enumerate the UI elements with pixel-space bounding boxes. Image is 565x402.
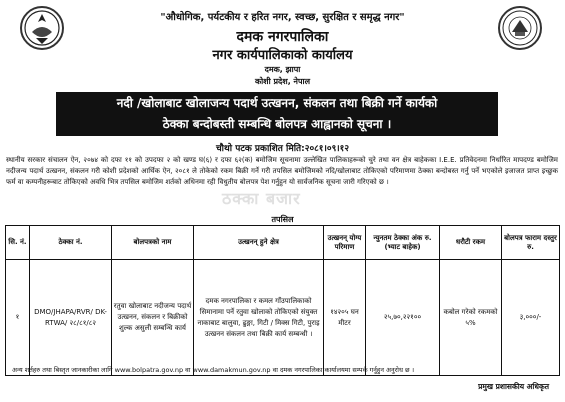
publish-date: चौथो पटक प्रकाशित मिति:२०८१।०९।१२ xyxy=(215,144,350,154)
address-line-1: दमक, झापा xyxy=(264,65,301,74)
header-sn: सि. नं. xyxy=(6,226,30,260)
header-deposit: धरौटी रकम xyxy=(440,226,502,260)
cell-bid-name: रतुवा खोलाबाट नदीजन्य पदार्थ उत्खनन, संकलन र बिक्रीको शुल्क असुली सम्बन्धि कार्य xyxy=(112,260,194,376)
cell-contract-no: DMO/JHAPA/RVR/ DK-RTWA/ २८/८१/८२ xyxy=(30,260,112,376)
cell-min-amount: २५,७०,२२१०० xyxy=(366,260,440,376)
header-fee: बोलपत्र फाराम दस्तुर रु. xyxy=(502,226,560,260)
office-name: नगर कार्यपालिकाको कार्यालय xyxy=(212,48,353,63)
header-quantity: उत्खनन् योग्य परिमाण xyxy=(324,226,366,260)
header-contract-no: ठेक्का नं. xyxy=(30,226,112,260)
notice-body: स्थानीय सरकार संचालन ऐन, २०७४ को दफा ११ को उपदफा २ को खण्ड घ(६) र दफा ६२(क) बमोजिम सूचनामा उल्लेखित पालिकाहरूको चुरे तथा वन क्षेत्र बाहेकका I.E.E. प्रतिवेदनमा निर्धारित मापदण्ड बमोजिम नदीजन्य पदार्थ उत्खनन, संकलन गरी कोशी प्रदेशको आर्थिक ऐन, २०८१ ले तोकेको रकम बिक्री गर्ने गरी तपसिल बमोजिमको नदि/खोलाबाट तोकिएको परिमाणमा ठेक्का बन्दोबस्त गर्नु पर्ने भएकोले इजाजत प्राप्त इच्छुक फर्म वा कम्पनीहरूबाट तोकिएको अवधि भित्र तपसिल बमोजिम शर्तको अधिनमा रही विधुतीय बोलपत्र पेश गर्नुहुन यो सार्वजनिक सूचना जारी गरिएको छ । xyxy=(6,156,558,187)
notice-title-line-2: ठेक्का बन्दोबस्ती सम्बन्धि बोलपत्र आह्वानको सूचना । xyxy=(162,117,392,131)
cell-sn: १ xyxy=(6,260,30,376)
table-header-row xyxy=(6,226,560,260)
notice-title-line-1: नदी /खोलाबाट खोलाजन्य पदार्थ उत्खनन, संकलन तथा बिक्री गर्ने कार्यको xyxy=(116,96,438,110)
table-caption: तपसिल xyxy=(271,215,294,224)
footer-contact-text: अन्य शर्तहरु तथा बिस्तृत जानकारीका लागि www.bolpatra.gov.np वा www.damakmun.gov.np वा दमक नगरपालिका कार्यालयमा सम्पर्क गर्नुहुन अनुरोध छ । xyxy=(12,366,415,374)
tender-table xyxy=(5,225,560,376)
cell-quantity: १४२०५ घन मीटर xyxy=(324,260,366,376)
municipality-name: दमक नगरपालिका xyxy=(236,29,329,45)
cell-fee: ३,०००/- xyxy=(502,260,560,376)
header-area: उत्खनन् हुने क्षेत्र xyxy=(194,226,324,260)
cell-area: दमक नगरपालिका र कमल गाँउपालिकाको सिमानामा पर्ने रतुवा खोलाको तोकिएको संयुक्त नाकाबाट बालुवा, ढुङ्गा, गिटी / मिक्स गिटी, पुराइ उत्खनन संकलन तथा बिक्री कार्य सम्बन्धी । xyxy=(194,260,324,376)
notice-title-banner xyxy=(56,92,498,136)
address-line-2: कोशी प्रदेश, नेपाल xyxy=(254,77,311,86)
signature-title: प्रमुख प्रशासकीय अधिकृत xyxy=(478,382,549,391)
header-bid-name: बोलपत्रको नाम xyxy=(112,226,194,260)
municipality-slogan: "औधोगिक, पर्यटकीय र हरित नगर, स्वच्छ, सुरक्षित र समृद्ध नगर" xyxy=(160,12,405,23)
table-row xyxy=(6,260,560,376)
header-min-amount: न्युनतम ठेक्का अंक रु. (भ्याट बाहेक) xyxy=(366,226,440,260)
watermark-text: ठक्का बजार xyxy=(222,189,301,208)
cell-deposit: कबोल गरेको रकमको ५% xyxy=(440,260,502,376)
